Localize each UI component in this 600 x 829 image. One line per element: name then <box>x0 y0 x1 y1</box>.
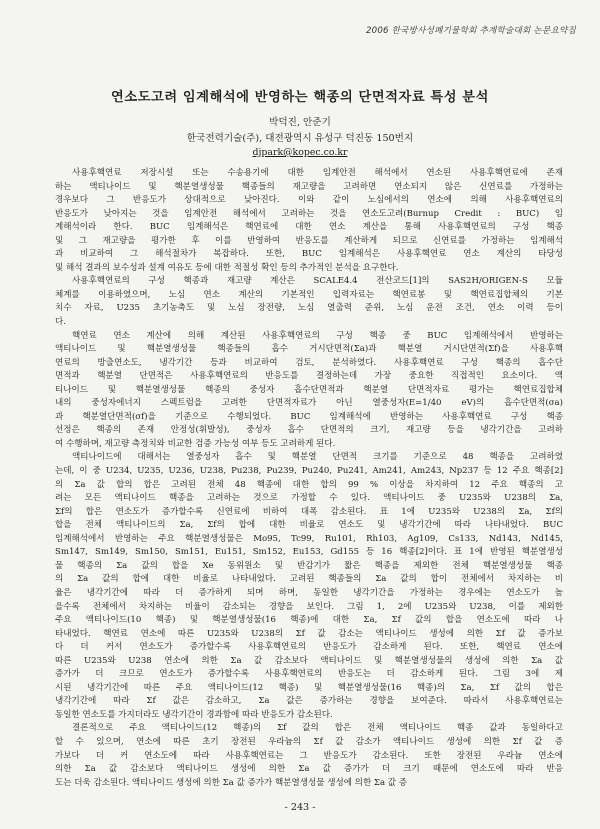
affiliation: 한국전력기술(주), 대전광역시 유성구 덕진동 150번지 <box>186 133 414 144</box>
text-line: 의 Σa 값의 합에 대한 비율로 나타내었다. 고려된 핵종들의 Σa 값의 합이 전체에서 차지하는 비 <box>55 574 563 585</box>
text-line: 치수 자료, U235 초기농축도 및 노심 장전량, 노심 열출력 준위, 노심 운전 조건, 연소 이력 등이 <box>55 303 563 314</box>
text-line: Sm147, Sm149, Sm150, Sm151, Eu151, Sm152, Eu153, Gd155 등 16 핵종[2]이다. 표 1에 반영된 핵분열생성 <box>55 547 563 558</box>
paper-title: 연소도고려 임계해석에 반영하는 핵종의 단면적자료 특성 분석 <box>111 90 489 105</box>
text-line: 액티나이드 및 핵분열생성물 핵종들의 흡수 거시단면적(Σa)과 핵분열 거시단면적(Σf)을 사용후핵 <box>55 344 563 355</box>
page-number: - 243 - <box>284 802 316 813</box>
text-line: 다 더 커서 연소도가 증가할수록 사용후핵연료의 반응도가 감소하게 된다. 또한, 핵연료 연소에 <box>55 642 563 653</box>
text-line: 도는 더욱 감소된다. 액티나이드 생성에 의한 Σa 값 증가가 핵분열생성물 생성에 의한 Σa 값 증 <box>55 777 407 788</box>
text-line: 할 수 있으며, 연소에 따른 초기 장전된 우라늄의 Σf 값 감소가 액티나이드 생성에 의한 Σf 값 증 <box>55 736 563 747</box>
authors: 박덕진, 안준기 <box>269 117 331 128</box>
text-line: 의한 Σa 값 감소보다 액티나이드 생성에 의한 Σa 값 증가가 더 크기 때문에 연소도에 따라 반응 <box>55 764 563 775</box>
text-line: 계해석이라 한다. BUC 임계해석은 핵연료에 대한 연소 계산을 통해 사용후핵연료의 구성 핵종 <box>55 222 563 233</box>
text-line: 및 그 재고량을 평가한 후 이를 반영하여 반응도를 계산하게 되므로 신연료를 가정하는 임계해석 <box>55 235 563 246</box>
paper-body <box>55 167 563 790</box>
text-line: 임계해석에서 반영하는 주요 핵분열생성물은 Mo95, Tc99, Ru101, Rh103, Ag109, Cs133, Nd143, Nd145, <box>55 533 563 544</box>
text-line: 과 핵분열단면적(σf)을 기준으로 수행되었다. BUC 임계해석에 반영하는 사용후핵연료 구성 핵종 <box>55 411 563 422</box>
text-line: 핵연료 연소 계산에 의해 계산된 사용후핵연료의 구성 핵종 중 BUC 임계해석에서 반영하는 <box>72 330 563 341</box>
text-line: 여 수행하며, 재고량 측정치와 비교한 검증 가능성 여부 등도 고려하게 된다. <box>55 438 336 449</box>
email-link[interactable]: djpark@kopec.co.kr <box>252 147 348 158</box>
body-paragraph <box>55 722 563 790</box>
text-line: 냉각기간에 따라 Σf 값은 감소하고, Σa 값은 증가하는 경향을 보여준다. 따라서 사용후핵연료는 <box>55 696 563 707</box>
text-line: 과 비교하여 그 해석절차가 복잡하다. 또한, BUC 임계해석은 사용후핵연료 연소 계산의 타당성 <box>55 249 563 260</box>
body-paragraph <box>55 275 563 329</box>
conference-header: 2006 한국방사성폐기물학회 추계학술대회 논문요약집 <box>366 26 576 36</box>
text-line: 내의 중성자에너지 스펙트럼을 고려한 단면적자료가 아닌 열중성자(E=1/40 eV)의 흡수단면적(σa) <box>55 398 563 409</box>
text-line: 동일한 연소도를 가지더라도 냉각기간이 경과함에 따라 반응도가 감소된다. <box>55 709 333 720</box>
text-line: 려는 모든 액티나이드 핵종을 고려하는 것으로 가정할 수 있다. 액티나이드 중 U235와 U238의 Σa, <box>55 493 563 504</box>
text-line: 는데, 이 중 U234, U235, U236, U238, Pu238, Pu239, Pu240, Pu241, Am241, Am243, Np237 등 12 주요 핵종[2] <box>55 466 563 477</box>
text-line: 연료의 방출연소도, 냉각기간 등과 비교하여 검토, 분석하였다. 사용후핵연료 구성 핵종의 흡수단 <box>55 357 563 368</box>
text-line: 타내었다. 핵연료 연소에 따른 U235와 U238의 Σf 값 감소는 액티나이드 생성에 의한 Σf 값 증가보 <box>55 628 563 639</box>
text-line: 및 해석 결과의 보수성과 설계 여유도 등에 대한 적절성 확인 등의 추가적인 분석을 요구한다. <box>55 262 399 273</box>
text-line: 합을 전체 액티나이드의 Σa, Σf의 합에 대한 비율로 연소도 및 냉각기간에 따라 나타내었다. BUC <box>55 520 563 531</box>
text-line: 다. <box>55 317 66 328</box>
text-line: 사용후핵연료 저장시설 또는 수송용기에 대한 임계안전 해석에서 연소된 사용후핵연료에 존재 <box>72 168 563 178</box>
text-line: 하는 액티나이드 및 핵분열생성물 핵종들의 재고량을 고려하면 연소되지 않은 신연료를 가정하는 <box>55 181 563 192</box>
text-line: 의 Σa 값 합의 합은 고려된 전체 48 핵종에 대한 합의 99 % 이상을 차지하여 12 주요 핵종의 고 <box>55 479 563 490</box>
text-line: 을수록 전체에서 차지하는 비율이 감소되는 경향을 보인다. 그림 1, 2에 U235와 U238, 이를 제외한 <box>55 601 563 612</box>
text-line: 증가가 더 크므로 연소도가 증가할수록 사용후핵연료의 반응도는 더 감소하게 된다. 그림 3에 제 <box>55 669 563 680</box>
text-line: 시된 냉각기간에 따른 주요 액티나이드(12 핵종) 및 핵분열생성물(16 핵종)의 Σa, Σf 값의 합은 <box>55 682 563 693</box>
text-line: 액티나이드에 대해서는 열중성자 흡수 및 핵분열 단면적 크기를 기준으로 48 핵종을 고려하였 <box>72 452 563 463</box>
text-line: 주요 액티나이드(10 핵종) 및 핵분열생성물(16 핵종)에 대한 Σa, Σf 값의 합을 연소도에 따라 나 <box>55 615 563 626</box>
text-line: Σf의 합은 연소도가 증가할수록 신연료에 비하여 대폭 감소된다. 표 1에 U235와 U238의 Σa, Σf의 <box>55 506 563 517</box>
text-line: 가보다 더 커 연소도에 따라 사용후핵연료는 그 반응도가 감소된다. 또한 장전된 우라늄 연소에 <box>55 750 563 761</box>
text-line: 물 핵종의 Σa 값의 합을 Xe 동위원소 및 반감기가 짧은 핵종을 제외한 전체 핵분열생성물 핵종 <box>55 560 563 571</box>
body-paragraph <box>55 451 563 722</box>
text-line: 면적과 핵분열 단면적은 사용후핵연료의 반응도를 결정하는데 가장 중요한 직접적인 요소이다. 액 <box>55 371 563 382</box>
text-line: 티나이드 및 핵분열생성물 핵종의 중성자 흡수단면적과 핵분열 단면적자료 평가는 핵연료집합체 <box>55 384 563 395</box>
text-line: 체계를 이용하였으며, 노심 연소 계산의 기본적인 입력자료는 핵연료봉 및 핵연료집합체의 기본 <box>55 289 563 300</box>
text-line: 반응도가 낮아지는 것을 임계안전 해석에서 고려하는 것을 연소도고려(Burnup Credit : BUC) 임 <box>55 208 563 219</box>
text-line: 사용후핵연료의 구성 핵종과 재고량 계산은 SCALE4.4 전산코드[1]의 SAS2H/ORIGEN-S 모듈 <box>72 276 563 287</box>
text-line: 경우보다 그 반응도가 상대적으로 낮아진다. 이와 같이 노심에서의 연소에 의해 사용후핵연료의 <box>55 195 563 206</box>
text-line: 따른 U235와 U238 연소에 의한 Σa 값 감소보다 액티나이드 및 핵분열생성물의 생성에 의한 Σa 값 <box>55 655 563 666</box>
body-paragraph <box>55 167 563 275</box>
text-line: 선정은 핵종의 존재 안정성(휘발성), 중성자 흡수 단면적의 크기, 재고량 등을 냉각기간을 고려하 <box>55 425 563 436</box>
text-line: 율은 냉각기간에 따라 더 증가하게 되며 하며, 동일한 냉각기간을 가정하는 경우에는 연소도가 높 <box>55 587 563 598</box>
body-paragraph <box>55 330 563 452</box>
text-line: 결론적으로 주요 액티나이드(12 핵종)의 Σf 값의 합은 전체 액티나이드 핵종 값과 동일하다고 <box>72 723 563 734</box>
